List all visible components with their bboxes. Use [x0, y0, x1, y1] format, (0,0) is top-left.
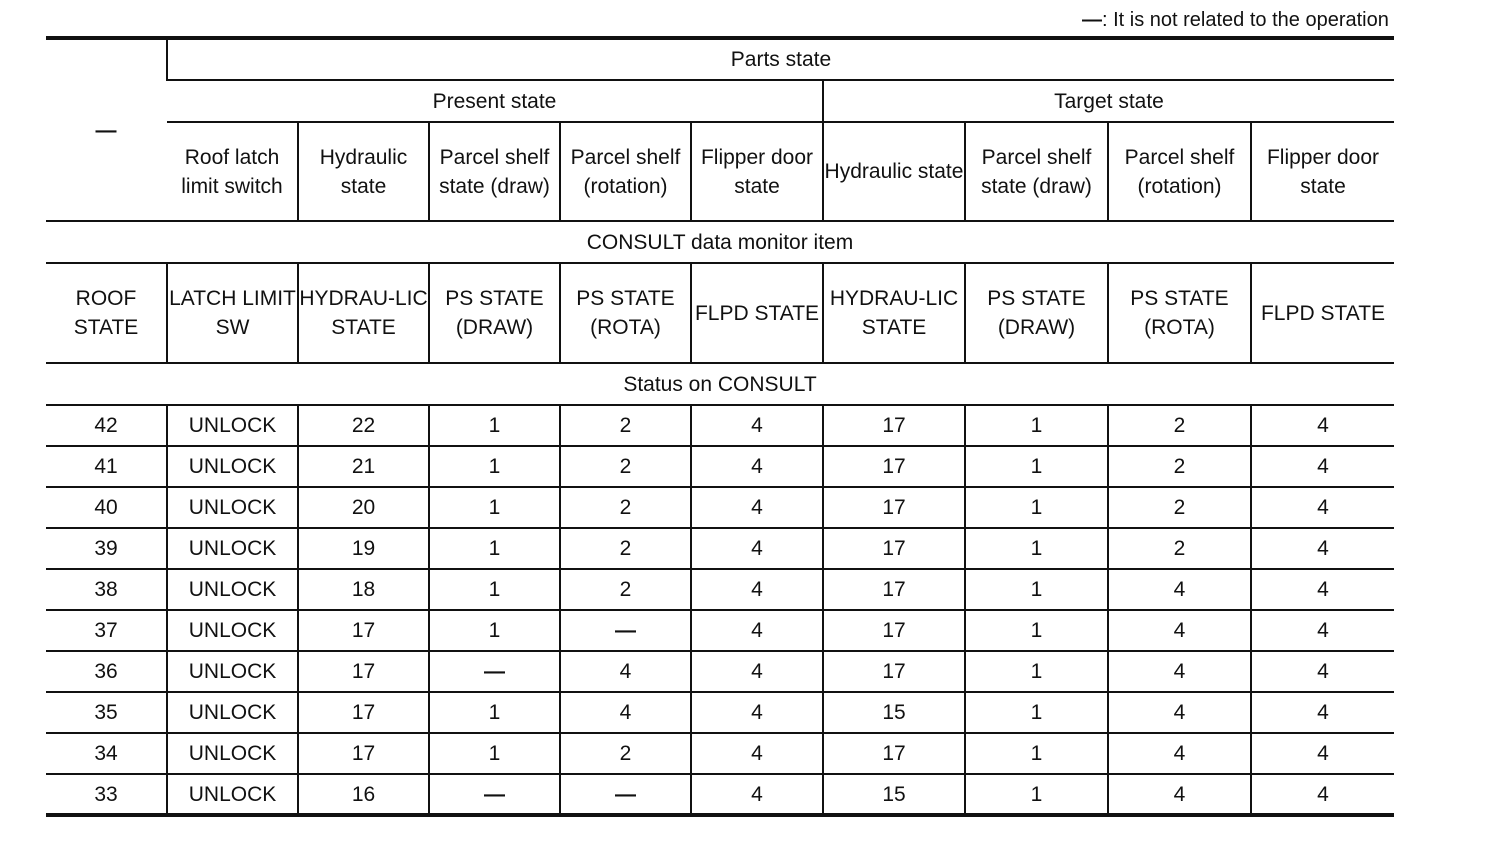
table-cell: 1	[429, 569, 560, 610]
table-cell: 1	[965, 610, 1108, 651]
roof-state-cell: 40	[46, 487, 167, 528]
table-cell: 4	[1108, 774, 1251, 815]
parts-state-row	[46, 38, 1394, 80]
desc-header-cell: Parcel shelf (rotation)	[560, 122, 691, 221]
status-band	[46, 363, 1394, 405]
table-cell: UNLOCK	[167, 774, 298, 815]
table-cell: 17	[823, 405, 965, 446]
consult-code-cell: HYDRAU-LIC STATE	[823, 263, 965, 363]
desc-header-cell: Roof latch limit switch	[167, 122, 298, 221]
table-cell: 4	[1251, 405, 1394, 446]
desc-header-cell: Flipper door state	[691, 122, 823, 221]
table-cell: —	[560, 774, 691, 815]
table-cell: 4	[691, 733, 823, 774]
table-cell: 20	[298, 487, 429, 528]
state-group-row	[46, 80, 1394, 122]
table-row	[46, 774, 1394, 815]
table-cell: 1	[965, 569, 1108, 610]
table-cell: UNLOCK	[167, 487, 298, 528]
table-cell: 4	[1251, 528, 1394, 569]
roof-state-cell: 37	[46, 610, 167, 651]
table-cell: 4	[1251, 446, 1394, 487]
table-cell: 2	[1108, 487, 1251, 528]
table-cell: 1	[429, 733, 560, 774]
table-cell: UNLOCK	[167, 651, 298, 692]
table-cell: 2	[560, 405, 691, 446]
data-rows	[46, 405, 1394, 815]
table-cell: 17	[298, 610, 429, 651]
consult-code-cell: FLPD STATE	[691, 263, 823, 363]
table-cell: 17	[823, 487, 965, 528]
consult-code-cell: FLPD STATE	[1251, 263, 1394, 363]
consult-code-cell: HYDRAU-LIC STATE	[298, 263, 429, 363]
table-cell: 4	[1251, 774, 1394, 815]
table-cell: 17	[823, 610, 965, 651]
target-state-heading: Target state	[823, 80, 1394, 122]
roof-state-cell: 36	[46, 651, 167, 692]
table-cell: 1	[965, 405, 1108, 446]
table-row	[46, 569, 1394, 610]
table-cell: UNLOCK	[167, 692, 298, 733]
table-row	[46, 651, 1394, 692]
desc-header-cell: Parcel shelf (rotation)	[1108, 122, 1251, 221]
table-cell: 17	[298, 651, 429, 692]
table-cell: 2	[560, 733, 691, 774]
table-cell: 19	[298, 528, 429, 569]
table-cell: 1	[965, 446, 1108, 487]
table-cell: 2	[560, 446, 691, 487]
roof-state-cell: 34	[46, 733, 167, 774]
consult-code-cell: ROOF STATE	[46, 263, 167, 363]
table-cell: 15	[823, 692, 965, 733]
table-cell: 4	[691, 446, 823, 487]
table-cell: 4	[560, 651, 691, 692]
table-cell: 2	[1108, 528, 1251, 569]
table-cell: 4	[691, 610, 823, 651]
table-cell: 1	[965, 692, 1108, 733]
roof-state-cell: 35	[46, 692, 167, 733]
table-cell: —	[429, 651, 560, 692]
table-cell: UNLOCK	[167, 733, 298, 774]
table-cell: 2	[560, 487, 691, 528]
table-row	[46, 528, 1394, 569]
table-cell: UNLOCK	[167, 610, 298, 651]
status-heading: Status on CONSULT	[46, 363, 1394, 405]
table-cell: 1	[965, 528, 1108, 569]
table-cell: 4	[691, 651, 823, 692]
table-cell: 18	[298, 569, 429, 610]
table-cell: 1	[965, 651, 1108, 692]
consult-item-heading: CONSULT data monitor item	[46, 221, 1394, 263]
table-cell: 4	[560, 692, 691, 733]
desc-header-cell: Parcel shelf state (draw)	[429, 122, 560, 221]
roof-state-table	[46, 36, 1394, 817]
legend-text: : It is not related to the operation	[1102, 9, 1389, 31]
roof-state-cell: 33	[46, 774, 167, 815]
table-cell: 22	[298, 405, 429, 446]
table-cell: 2	[560, 569, 691, 610]
table-cell: UNLOCK	[167, 528, 298, 569]
present-state-heading: Present state	[167, 80, 823, 122]
desc-header-cell: Hydraulic state	[298, 122, 429, 221]
table-cell: 21	[298, 446, 429, 487]
table-cell: 1	[429, 446, 560, 487]
table-cell: 1	[429, 692, 560, 733]
roof-state-cell: 38	[46, 569, 167, 610]
consult-code-cell: PS STATE (ROTA)	[560, 263, 691, 363]
parts-state-heading: Parts state	[167, 38, 1394, 80]
consult-code-cell: LATCH LIMIT SW	[167, 263, 298, 363]
table-cell: 1	[965, 733, 1108, 774]
table-cell: 2	[560, 528, 691, 569]
table-cell: 17	[823, 569, 965, 610]
table-cell: 4	[691, 569, 823, 610]
table-cell: 2	[1108, 405, 1251, 446]
table-cell: 15	[823, 774, 965, 815]
table-cell: 4	[1251, 733, 1394, 774]
table-cell: 4	[1108, 733, 1251, 774]
table-cell: 4	[691, 692, 823, 733]
table-cell: 4	[1108, 569, 1251, 610]
table-cell: 4	[1251, 610, 1394, 651]
table-cell: 4	[1251, 651, 1394, 692]
table-cell: 17	[823, 651, 965, 692]
table-cell: —	[560, 610, 691, 651]
table-cell: 4	[1251, 692, 1394, 733]
table-row	[46, 733, 1394, 774]
table-cell: 4	[1251, 487, 1394, 528]
table-cell: 1	[965, 487, 1108, 528]
description-header-row	[46, 122, 1394, 221]
table-cell: UNLOCK	[167, 446, 298, 487]
table-cell: 4	[691, 487, 823, 528]
table-cell: UNLOCK	[167, 569, 298, 610]
table-row	[46, 692, 1394, 733]
desc-header-cell: Flipper door state	[1251, 122, 1394, 221]
table-cell: 4	[1108, 651, 1251, 692]
table-cell: 1	[429, 487, 560, 528]
roof-state-cell: 39	[46, 528, 167, 569]
table-cell: UNLOCK	[167, 405, 298, 446]
table-cell: 2	[1108, 446, 1251, 487]
table-cell: 1	[965, 774, 1108, 815]
table-row	[46, 446, 1394, 487]
table-cell: 17	[823, 446, 965, 487]
consult-item-band	[46, 221, 1394, 263]
table-cell: 17	[823, 733, 965, 774]
table-cell: 4	[691, 774, 823, 815]
table-cell: 4	[1251, 569, 1394, 610]
consult-code-cell: PS STATE (DRAW)	[429, 263, 560, 363]
table-cell: 4	[1108, 692, 1251, 733]
legend-dash-symbol: —	[1082, 9, 1102, 31]
table-cell: 17	[298, 733, 429, 774]
table-cell: 4	[691, 405, 823, 446]
consult-code-cell: PS STATE (ROTA)	[1108, 263, 1251, 363]
table-cell: 1	[429, 405, 560, 446]
table-cell: 16	[298, 774, 429, 815]
legend-note	[1082, 7, 1389, 33]
table-row	[46, 405, 1394, 446]
table-body	[46, 38, 1394, 405]
stub-cell: —	[46, 38, 167, 221]
consult-code-cell: PS STATE (DRAW)	[965, 263, 1108, 363]
table-row	[46, 487, 1394, 528]
desc-header-cell: Hydraulic state	[823, 122, 965, 221]
table-cell: 1	[429, 610, 560, 651]
desc-header-cell: Parcel shelf state (draw)	[965, 122, 1108, 221]
consult-code-row	[46, 263, 1394, 363]
table-cell: 4	[1108, 610, 1251, 651]
table-cell: 1	[429, 528, 560, 569]
table-cell: 17	[298, 692, 429, 733]
table-row	[46, 610, 1394, 651]
table-cell: 17	[823, 528, 965, 569]
table-cell: —	[429, 774, 560, 815]
table-cell: 4	[691, 528, 823, 569]
roof-state-cell: 42	[46, 405, 167, 446]
roof-state-cell: 41	[46, 446, 167, 487]
